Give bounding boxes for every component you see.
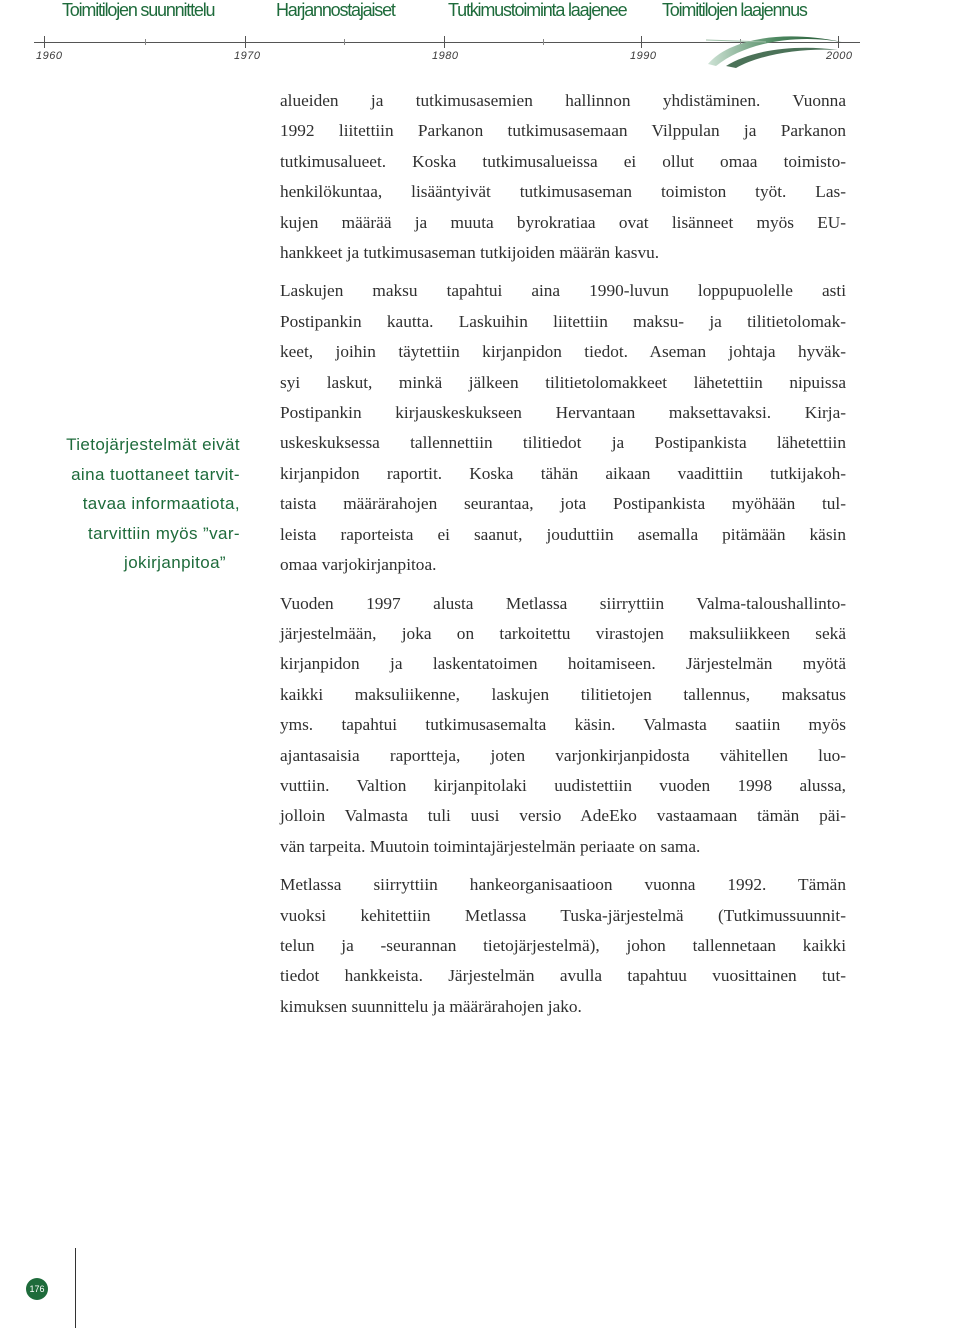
text-line: taista määrärahojen seurantaa, jota Postipankista myöhään tul- bbox=[280, 494, 846, 514]
timeline-year: 1960 bbox=[36, 50, 63, 62]
text-line: järjestelmään, joka on tarkoitettu virastojen maksuliikkeen sekä bbox=[280, 623, 846, 643]
text-line: yms. tapahtui tutkimusasemalta käsin. Valmasta saatiin myös bbox=[280, 715, 846, 735]
section-tab-toimitilojen-laajennus: Toimitilojen laajennus bbox=[662, 0, 807, 20]
text-line: alueiden ja tutkimusasemien hallinnon yhdistäminen. Vuonna bbox=[280, 91, 846, 110]
text-line: henkilökuntaa, lisääntyivät tutkimusaseman toimiston työt. Las- bbox=[280, 182, 846, 202]
text-line: vuoksi kehitettiin Metlassa Tuska-järjestelmä (Tutkimussuunnit- bbox=[280, 905, 846, 925]
text-line: jolloin Valmasta tuli uusi versio AdeEko vastaamaan tämän päi- bbox=[280, 806, 846, 826]
text-line: Postipankin kautta. Laskuihin liitettiin maksu- ja tilitietolomak- bbox=[280, 311, 846, 331]
pull-quote-line: aina tuottaneet tarvit- bbox=[71, 464, 240, 484]
timeline-tick bbox=[641, 36, 642, 48]
text-line: Laskujen maksu tapahtui aina 1990-luvun loppupuolelle asti bbox=[280, 281, 846, 301]
timeline-year: 1970 bbox=[234, 50, 261, 62]
timeline-tick bbox=[444, 36, 445, 48]
paragraph bbox=[280, 870, 846, 1022]
text-line: hankkeet ja tutkimusaseman tutkijoiden määrän kasvu. bbox=[280, 243, 660, 263]
text-line: kirjanpidon raportit. Koska tähän aikaan vaadittiin tutkijakoh- bbox=[280, 463, 846, 483]
text-line: leista raporteista ei saanut, jouduttiin asemalla pitämään käsin bbox=[280, 524, 846, 544]
section-tab-tutkimustoiminta-laajenee: Tutkimustoiminta laajenee bbox=[448, 0, 627, 20]
text-line: kujen määrää ja muuta byrokratiaa ovat lisänneet myös EU- bbox=[280, 212, 846, 232]
timeline-tick bbox=[44, 36, 45, 48]
timeline-year: 2000 bbox=[826, 50, 853, 62]
pull-quote bbox=[40, 430, 240, 578]
text-line: vän tarpeita. Muutoin toimintajärjestelmän periaate on sama. bbox=[280, 836, 701, 856]
section-tab-toimitilojen-suunnittelu: Toimitilojen suunnittelu bbox=[62, 0, 215, 20]
text-line: vuttiin. Valtion kirjanpitolaki uudistettiin vuoden 1998 alussa, bbox=[280, 775, 846, 795]
pull-quote-line: jokirjanpitoa” bbox=[124, 553, 226, 572]
paragraph bbox=[280, 276, 846, 580]
text-line: 1992 liitettiin Parkanon tutkimusasemaan Vilppulan ja Parkanon bbox=[280, 121, 846, 141]
timeline-year: 1990 bbox=[630, 50, 657, 62]
text-line: Postipankin kirjauskeskukseen Hervantaan maksettavaksi. Kirja- bbox=[280, 403, 846, 423]
pull-quote-line: tavaa informaatiota, bbox=[82, 494, 240, 513]
text-line: uskeskuksessa tallennettiin tilitiedot ja Postipankista lähetettiin bbox=[280, 433, 846, 453]
timeline-tick bbox=[543, 39, 544, 45]
pull-quote-line: tarvittiin myös ”var- bbox=[88, 523, 240, 543]
text-line: kirjanpidon ja laskentatoimen hoitamiseen. Järjestelmän myötä bbox=[280, 654, 846, 674]
timeline-tick bbox=[344, 39, 345, 45]
text-line: ajantasaisia raportteja, joten varjonkirjanpidosta vähitellen luo- bbox=[280, 745, 846, 765]
text-line: keet, joihin täytettiin kirjanpidon tiedot. Aseman johtaja hyväk- bbox=[280, 342, 846, 362]
text-line: omaa varjokirjanpitoa. bbox=[280, 555, 437, 575]
timeline-year: 1980 bbox=[432, 50, 459, 62]
paragraph bbox=[280, 589, 846, 863]
text-line: kimuksen suunnittelu ja määrärahojen jako. bbox=[280, 996, 582, 1016]
paragraph bbox=[280, 86, 846, 268]
text-line: kaikki maksuliikenne, laskujen tilitietojen tallennus, maksatus bbox=[280, 684, 846, 704]
pull-quote-line: Tietojärjestelmät eivät bbox=[66, 435, 240, 454]
page-number: 176 bbox=[26, 1278, 48, 1300]
timeline-tick bbox=[145, 39, 146, 45]
text-line: Vuoden 1997 alusta Metlassa siirryttiin Valma-taloushallinto- bbox=[280, 593, 846, 613]
text-line: Metlassa siirryttiin hankeorganisaatioon vuonna 1992. Tämän bbox=[280, 875, 846, 895]
text-line: telun ja -seurannan tietojärjestelmä), johon tallennetaan kaikki bbox=[280, 935, 846, 955]
section-tab-harjannostajaiset: Harjannostajaiset bbox=[276, 0, 395, 20]
page-divider bbox=[75, 1248, 76, 1328]
text-line: tutkimusalueet. Koska tutkimusalueissa ei ollut omaa toimisto- bbox=[280, 151, 846, 171]
text-line: syi laskut, minkä jälkeen tilitietolomakkeet lähetettiin nipuissa bbox=[280, 372, 846, 392]
swoosh-logo-icon bbox=[706, 20, 846, 68]
article-body bbox=[280, 86, 846, 1030]
text-line: tiedot hankkeista. Järjestelmän avulla tapahtuu vuosittainen tut- bbox=[280, 966, 846, 986]
timeline-tick bbox=[245, 36, 246, 48]
